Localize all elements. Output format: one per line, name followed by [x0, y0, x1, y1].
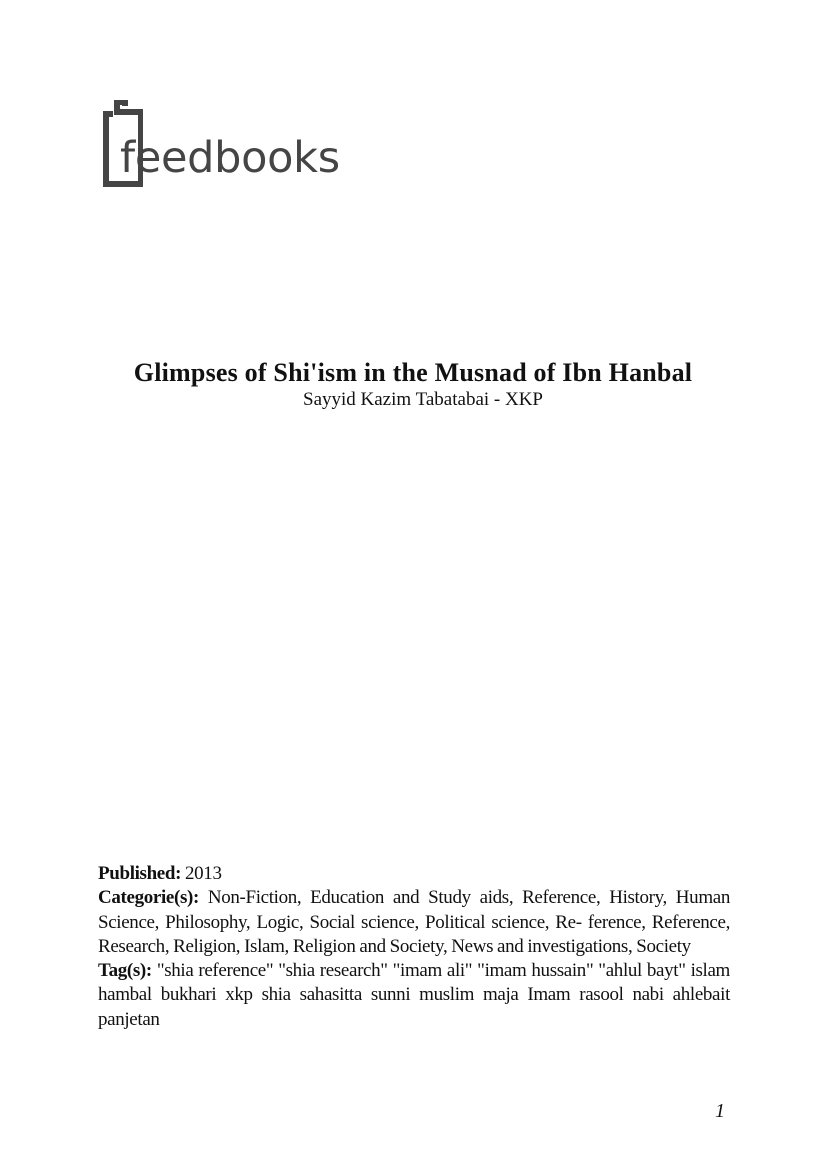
published-row — [98, 862, 730, 886]
tags-row — [98, 959, 730, 1032]
published-value: 2013 — [185, 863, 222, 884]
book-author: Sayyid Kazim Tabatabai - XKP — [303, 389, 543, 410]
tags-value: "shia reference" "shia research" "imam ali" "imam hussain" "ahlul bayt" islam hambal bukhari xkp shia sahasitta sunni muslim maja Imam rasool nabi ahlebait panjetan — [98, 960, 730, 1030]
book-metadata — [98, 862, 730, 1032]
categories-label: Categorie(s): — [98, 887, 199, 909]
title-block — [0, 357, 826, 411]
categories-row — [98, 886, 730, 959]
feedbooks-wordmark: feedbooks — [120, 133, 340, 183]
page-number: 1 — [715, 1100, 725, 1122]
book-title: Glimpses of Shi'ism in the Musnad of Ibn Hanbal — [133, 358, 693, 387]
published-label: Published: — [98, 863, 182, 884]
categories-value: Non-Fiction, Education and Study aids, Reference, History, Human Science, Philosophy, Logic, Social science, Political science, Re- ference, Reference, Research, Religion, Islam, Religion and Society, News and investigations, Society — [98, 887, 730, 957]
tags-label: Tag(s): — [98, 960, 152, 982]
